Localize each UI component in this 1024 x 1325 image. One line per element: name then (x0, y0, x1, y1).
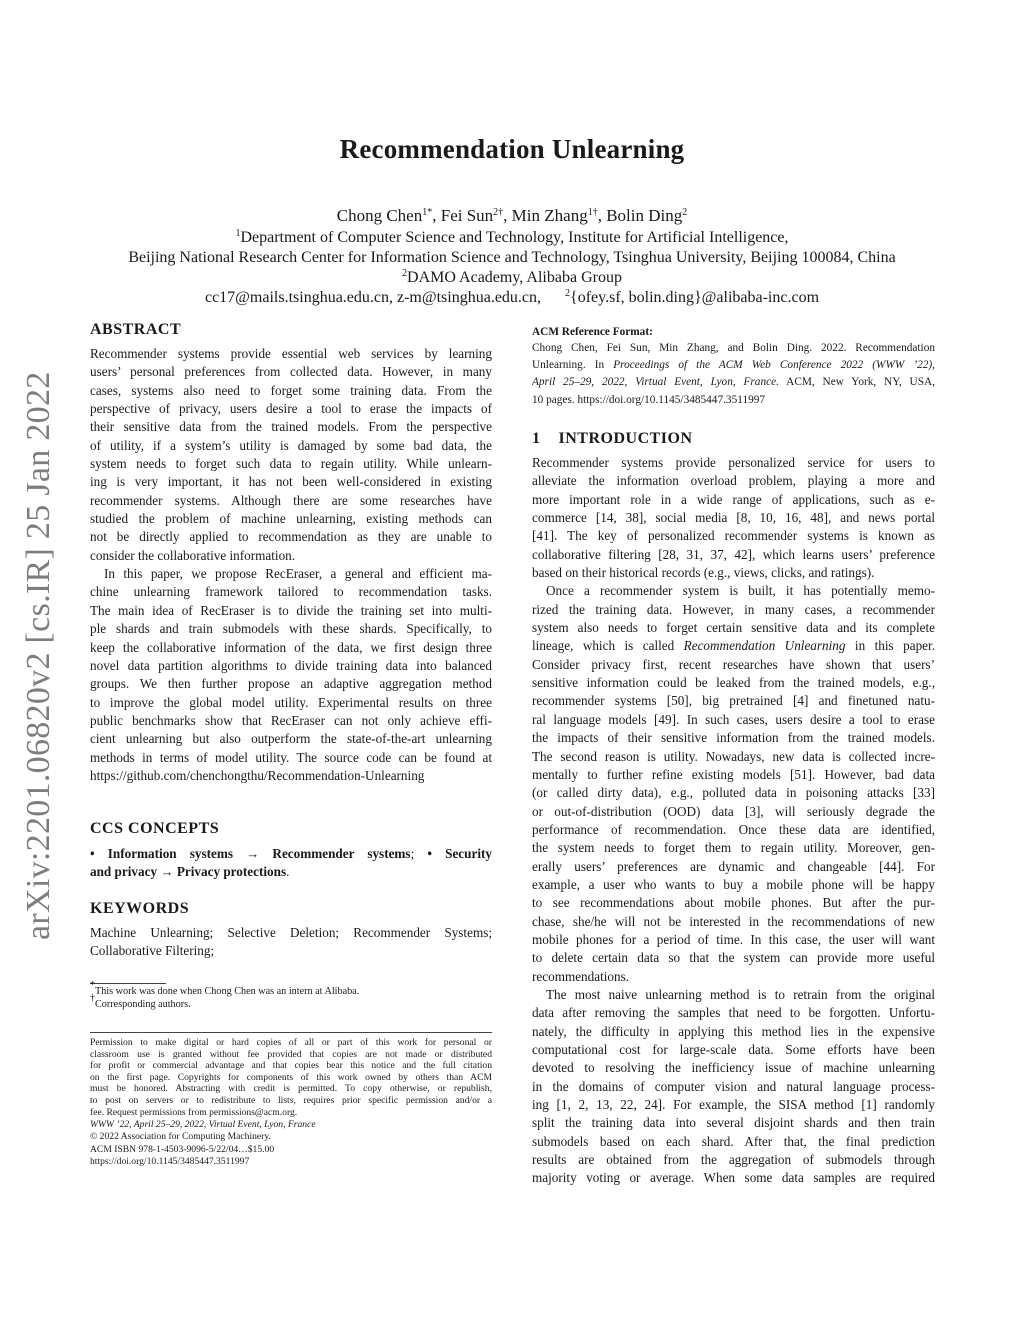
keywords-heading: KEYWORDS (90, 900, 190, 917)
permission-rule (90, 1032, 492, 1033)
text-segment: ; (410, 846, 428, 861)
text-segment: Unlearning. In (532, 359, 614, 372)
affiliation-mark: 1 (235, 228, 241, 239)
text-line: recommender systems [50], big pretrained [4] and finetuned natu- (532, 693, 935, 709)
text-line: the impacts of their sensitive information from the trained models. (532, 730, 935, 746)
text-line: example, a user who wants to buy a mobile phone will be happy (532, 876, 935, 892)
text-line (90, 845, 492, 863)
text-line: their sensitive data from the trained models. From the perspective (90, 419, 492, 435)
text-line: system needs to forget such data to regain utility. While unlearn- (90, 456, 492, 472)
author-name: Fei Sun (440, 206, 494, 225)
italic-text: April 25–29, 2022, Virtual Event, Lyon, France. (532, 376, 779, 389)
text-line: public benchmarks show that RecEraser can not only achieve effi- (90, 712, 492, 728)
footnote-mark: * (90, 980, 95, 991)
text-line: to see recommendations about mobile phones. But after the pur- (532, 895, 935, 911)
text-line: data after removing the samples that need to be forgotten. Unfortu- (532, 1005, 935, 1021)
arxiv-identifier-stamp: arXiv:2201.06820v2 [cs.IR] 25 Jan 2022 (20, 371, 57, 940)
introduction-heading (532, 428, 935, 454)
isbn-line: ACM ISBN 978-1-4503-9096-5/22/04…$15.00 (90, 1143, 275, 1155)
footnote-corresponding (90, 993, 191, 1012)
bold-text: • Information systems → Recommender systems (90, 846, 411, 861)
text-line: In this paper, we propose RecEraser, a general and efficient ma- (104, 566, 492, 582)
text-line: ple shards and train submodels with these shards. Specifically, to (90, 621, 492, 637)
text-line: classroom use is granted without fee provided that copies are not made or distributed (90, 1048, 492, 1060)
emails-tsinghua: cc17@mails.tsinghua.edu.cn, z-m@tsinghua.edu.cn, (204, 289, 542, 306)
footnote-text: This work was done when Chong Chen was an intern at Alibaba. (95, 986, 360, 997)
text-segment: ACM, New York, NY, USA, (778, 376, 935, 389)
left-column (90, 321, 492, 785)
text-line: performance of recommendation. Once these data are identified, (532, 821, 935, 837)
text-line: more important role in a wide range of applications, such as e- (532, 491, 935, 507)
text-line: cient unlearning but also outperform the state-of-the-art unlearning (90, 731, 492, 747)
text-line: Collaborative Filtering; (90, 943, 215, 959)
text-line: Machine Unlearning; Selective Deletion; Recommender Systems; (90, 925, 492, 940)
keywords-text (90, 924, 492, 961)
text-line: Chong Chen, Fei Sun, Min Zhang, and Bolin Ding. 2022. Recommendation (532, 342, 935, 354)
text-line: [41]. The key of personalized recommender systems is known as (532, 528, 935, 544)
affiliation-1-line-2: Beijing National Research Center for Information Science and Technology, Tsinghua University, Beijing 100084, China (128, 249, 896, 266)
permission-block (90, 1037, 492, 1168)
affiliation-mark: 2 (402, 268, 408, 279)
acm-reference-heading: ACM Reference Format: (532, 326, 653, 338)
text-line: not be directly applied to recommendation as they are unable to (90, 529, 492, 545)
text-line: ral language models [49]. In such cases, users desire a tool to erase (532, 711, 935, 727)
text-line: of utility, if a system’s utility is damaged by some bad data, the (90, 437, 492, 453)
text-line: cases, systems also need to forget some training data. From the (90, 382, 492, 398)
text-line: rized the training data. However, in many cases, a recommender (532, 601, 935, 617)
introduction-paragraph-2 (532, 582, 935, 986)
text-line: devoted to resolving the inefficiency issue of machine unlearning (532, 1060, 935, 1076)
text-line: computational cost for large-scale data. Some efforts have been (532, 1042, 935, 1057)
copyright-line: © 2022 Association for Computing Machinery. (90, 1131, 271, 1143)
ccs-concepts-text (90, 845, 492, 882)
permission-text (90, 1037, 492, 1118)
text-line: commerce [14, 38], social media [8, 10, 16, 48], and news portal (532, 510, 935, 526)
text-line: for profit or commercial advantage and that copies bear this notice and the full citation (90, 1060, 492, 1072)
text-line: sensitive information could be leaked from the trained models, e.g., (532, 675, 935, 691)
affiliation-2 (0, 268, 1024, 288)
section-title: INTRODUCTION (558, 430, 693, 447)
text-line: recommender systems. Although there are some researches have (90, 492, 492, 508)
bold-text: • Security (427, 846, 492, 861)
text-line: or out-of-distribution (OOD) data [3], will seriously degrade the (532, 803, 935, 819)
text-line: recommendations. (532, 968, 630, 984)
author-mark: 2† (493, 207, 504, 218)
ccs-section (90, 820, 492, 882)
text-line: system also needs to forget certain sensitive data and its complete (532, 620, 935, 636)
text-line: ing [1, 2, 13, 22, 24]. For example, the SISA method [1] randomly (532, 1097, 935, 1113)
text-line: alleviate the information overload problem, playing a more and (532, 473, 935, 489)
text-line: majority voting or average. When some data samples are required (532, 1170, 935, 1186)
author-name: Chong Chen (336, 206, 423, 225)
text-line: Once a recommender system is built, it has potentially memo- (546, 583, 935, 599)
text-line: Recommender systems provide personalized service for users to (532, 455, 935, 470)
abstract-heading: ABSTRACT (90, 321, 182, 338)
affiliation-mark: 2 (565, 288, 571, 299)
author-list: Chong Chen$^{1*}$, Fei Sun$^{2\dagger}$, Min Zhang$^{1\dagger}$, Bolin Ding$^2$ (336, 206, 688, 225)
text-line: Consider privacy first, recent researches have shown that users’ (532, 656, 935, 672)
text-line: fee. Request permissions from permissions@acm.org. (90, 1106, 298, 1118)
text-line (90, 863, 492, 881)
text-line: (or called dirty data), e.g., polluted data in poisoning attacks [33] (532, 785, 935, 801)
author-mark: 1† (587, 207, 598, 218)
text-line: groups. We then further propose an adaptive aggregation method (90, 676, 492, 692)
footnote-intern (90, 980, 360, 999)
text-line: mobile phones for a period of time. In this case, the user will want (532, 931, 935, 947)
text-line: split the training data into several disjoint shards and then train (532, 1115, 935, 1131)
affiliation-text: DAMO Academy, Alibaba Group (407, 269, 622, 286)
author-name: Bolin Ding (606, 206, 683, 225)
text-line: The most naive unlearning method is to retrain from the original (546, 986, 935, 1002)
introduction-paragraph-3 (532, 986, 935, 1188)
text-line: 10 pages. https://doi.org/10.1145/3485447.3511997 (532, 393, 766, 406)
text-line: keep the collaborative information of the data, we first design three (90, 639, 492, 655)
text-line: in the domains of computer vision and natural language process- (532, 1078, 935, 1094)
text-line: mentally to further refine existing models [51]. However, bad data (532, 766, 935, 782)
text-line: methods in terms of model utility. The source code can be found at (90, 749, 492, 765)
text-line: on the first page. Copyrights for components of this work owned by others than ACM (90, 1071, 492, 1083)
text-line: users’ personal preferences from collected data. However, in many (90, 364, 492, 380)
acm-reference-text (532, 340, 935, 409)
text-segment: in this paper. (845, 638, 935, 654)
text-line: Recommender systems provide essential web services by learning (90, 346, 492, 361)
text-line: the system needs to forget them to regain utility. Moreover, gen- (532, 840, 935, 856)
introduction-section (532, 428, 935, 1188)
text-line: collaborative filtering [28, 31, 37, 42], which learns users’ preference (532, 546, 935, 562)
section-number: 1 (532, 430, 541, 447)
author-name: Min Zhang (511, 206, 588, 225)
italic-text: Proceedings of the ACM Web Conference 2022 (WWW ’22), (613, 359, 935, 372)
affiliation-text: Department of Computer Science and Technology, Institute for Artificial Intelligence, (240, 229, 789, 246)
text-line (532, 357, 935, 374)
footnote-rule (90, 983, 166, 984)
abstract-paragraph-2 (90, 565, 492, 785)
text-line: results are obtained from the aggregation of submodels through (532, 1152, 935, 1168)
footnote-mark: † (90, 993, 95, 1004)
text-line: submodels based on each shard. After that, the final prediction (532, 1133, 935, 1149)
ccs-heading: CCS CONCEPTS (90, 820, 220, 837)
venue-line: WWW ’22, April 25–29, 2022, Virtual Event, Lyon, France (90, 1119, 316, 1131)
doi-link[interactable]: https://doi.org/10.1145/3485447.3511997 (90, 1155, 250, 1167)
acm-reference-format (532, 325, 935, 409)
text-line: to post on servers or to redistribute to lists, requires prior specific permission and/or a (90, 1094, 492, 1106)
text-line: must be honored. Abstracting with credit is permitted. To copy otherwise, or republish, (90, 1083, 492, 1095)
text-line: erally users’ preferences are dynamic and changeable [44]. For (532, 858, 935, 874)
paper-title: Recommendation Unlearning (339, 134, 685, 164)
italic-text: Recommendation Unlearning (683, 638, 846, 654)
text-line: to delete certain data so that the system can provide more useful (532, 950, 935, 966)
keywords-section (90, 900, 492, 961)
bold-text: and privacy → Privacy protections (90, 864, 287, 880)
author-emails (0, 288, 1024, 308)
text-line: chine unlearning framework tailored to recommendation tasks. (90, 584, 492, 600)
abstract-paragraph-1 (90, 345, 492, 565)
text-line (532, 374, 935, 391)
text-segment: . (286, 864, 290, 880)
affiliation-1 (0, 228, 1024, 248)
text-line: nately, the difficulty in applying this method lies in the expensive (532, 1023, 935, 1039)
text-line: Permission to make digital or hard copies of all or part of this work for personal or (90, 1037, 492, 1048)
text-line: The main idea of RecEraser is to divide the training set into multi- (90, 602, 492, 618)
text-line: based on their historical records (e.g., views, clicks, and ratings). (532, 565, 875, 581)
text-line: consider the collaborative information. (90, 547, 296, 563)
text-line: perspective of privacy, users desire a tool to erase the impacts of (90, 401, 492, 417)
text-line (532, 637, 935, 655)
text-segment: lineage, which is called (532, 638, 684, 654)
text-line: studied the problem of machine unlearning, existing methods can (90, 511, 492, 527)
text-line: The second reason is utility. Nowadays, new data is collected incre- (532, 748, 935, 764)
text-line: novel data partition algorithms to divide training data into balanced (90, 657, 492, 673)
emails-alibaba: {ofey.sf, bolin.ding}@alibaba-inc.com (570, 289, 820, 306)
introduction-paragraph-1 (532, 454, 935, 582)
author-mark: 2 (682, 207, 688, 218)
text-line: https://github.com/chenchongthu/Recommendation-Unlearning (90, 767, 425, 783)
text-line: ing is very important, it has not been well-considered in existing (90, 474, 492, 490)
author-mark: 1* (422, 207, 433, 218)
text-line: chase, she/he will not be interested in the recommendations of new (532, 913, 935, 929)
text-line: to improve the global model utility. Experimental results on three (90, 694, 492, 710)
footnote-text: Corresponding authors. (95, 999, 191, 1010)
